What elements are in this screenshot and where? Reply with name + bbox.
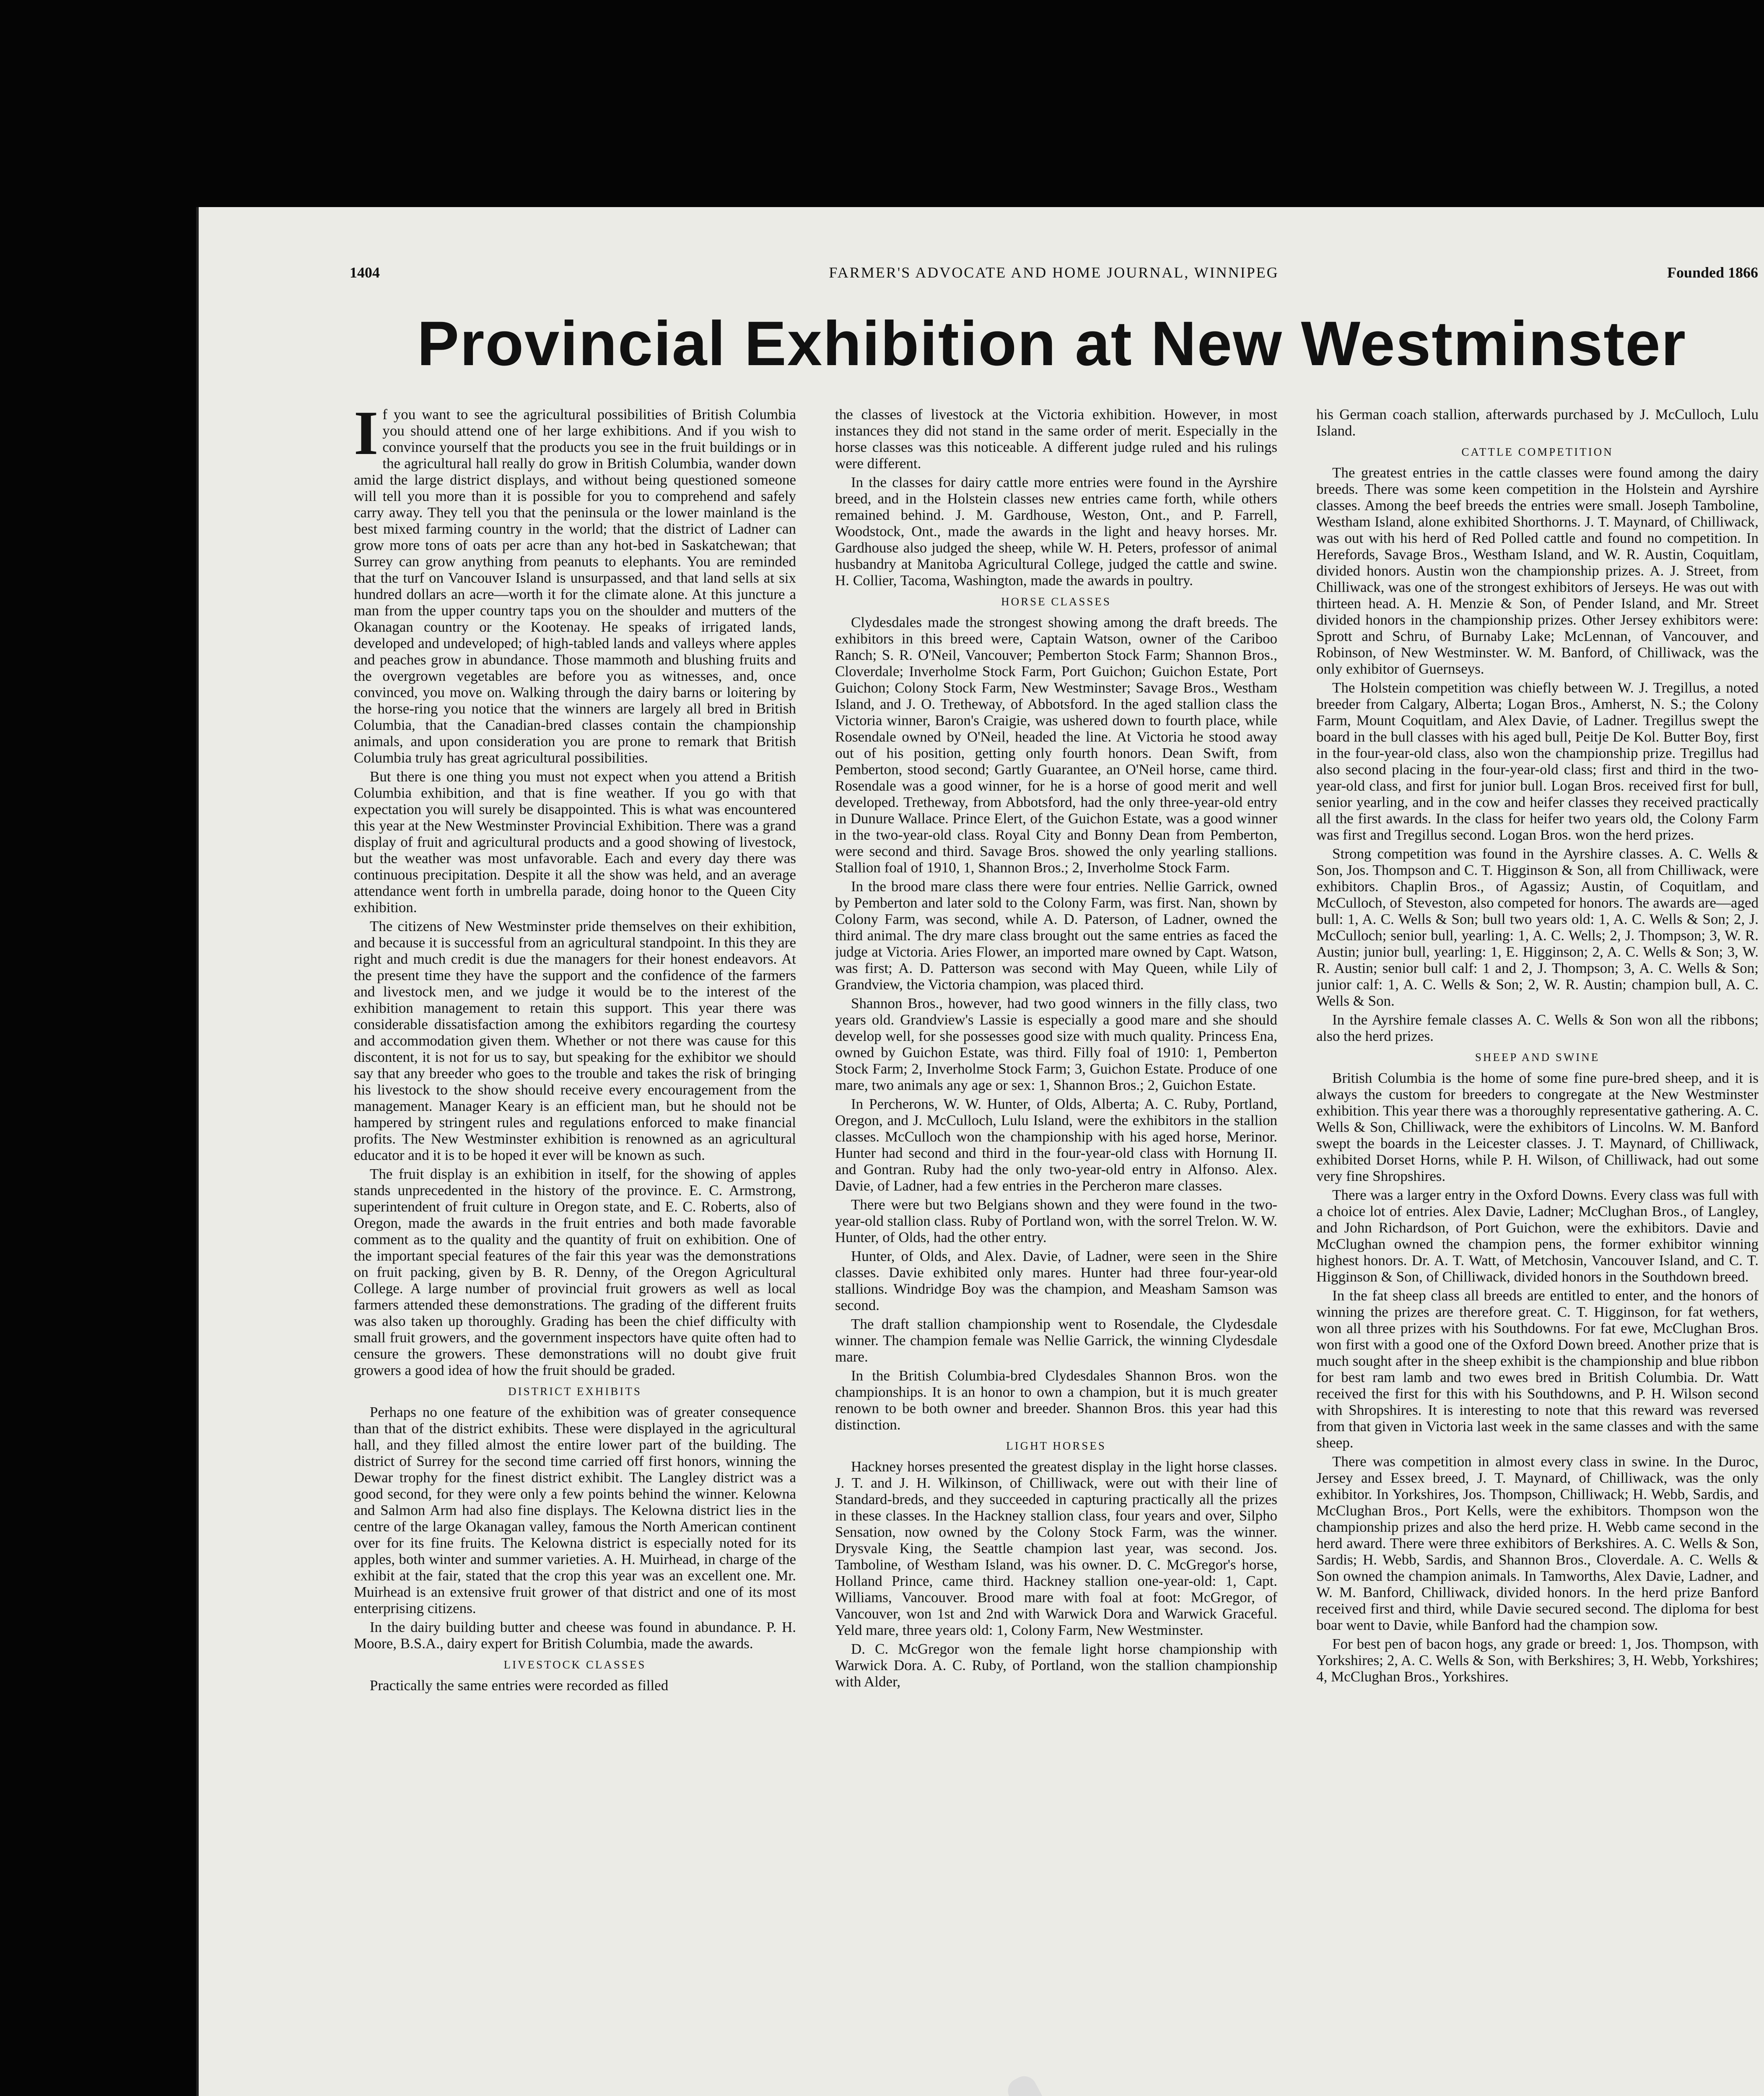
page-header	[350, 264, 1758, 289]
section-heading: HORSE CLASSES	[1001, 595, 1111, 608]
paragraph: For best pen of bacon hogs, any grade or breed: 1, Jos. Thompson, with Yorkshires; 2, A. C. Wells & Son, with Berkshires; 3, H. Webb, Yorkshires; 4, McClughan Bros., Yorkshires.	[1316, 1636, 1759, 1685]
paragraph: The Holstein competition was chiefly between W. J. Tregillus, a noted breeder from Calgary, Alberta; Logan Bros., Amherst, N. S.; the Colony Farm, Mount Coquitlam, and Alex Davie, of Ladner. Tregillus swept the board in the bull classes with his aged bull, Peitje De Kol. Butter Boy, first in the four-year-old class, also won the championship prize. Tregillus had also second placing in the four-year-old class; first and third in the two-year-old class, and first for junior bull. Logan Bros. received first for bull, senior yearling, and in the cow and heifer classes they received practically all the first awards. In the class for heifer two years old, the Colony Farm was first and Tregillus second. Logan Bros. won the herd prizes.	[1316, 680, 1759, 843]
paragraph: In the classes for dairy cattle more entries were found in the Ayrshire breed, and in the Holstein classes new entries came forth, while others remained behind. J. M. Gardhouse, Weston, Ont., and P. Farrell, Woodstock, Ont., made the awards in the light and heavy horses. Mr. Gardhouse also judged the sheep, while W. H. Peters, professor of animal husbandry at Manitoba Agricultural College, judged the cattle and swine. H. Collier, Tacoma, Washington, made the awards in poultry.	[835, 474, 1277, 589]
article-body	[354, 406, 1758, 2096]
page-number: 1404	[350, 264, 380, 281]
paragraph: There was a larger entry in the Oxford Downs. Every class was full with a choice lot of entries. Alex Davie, Ladner; McClughan Bros., of Langley, and John Richardson, of Port Guichon, were the exhibitors. Davie and McClughan owned the champion pens, the former exhibitor winning highest honors. Dr. A. T. Watt, of Metchosin, Vancouver Island, and C. T. Higginson & Son, of Chilliwack, divided honors in the Southdown breed.	[1316, 1187, 1759, 1285]
paragraph: The draft stallion championship went to Rosendale, the Clydesdale winner. The champion female was Nellie Garrick, the winning Clydesdale mare.	[835, 1316, 1277, 1365]
founded-note: Founded 1866	[1667, 264, 1758, 281]
paragraph: In Percherons, W. W. Hunter, of Olds, Alberta; A. C. Ruby, Portland, Oregon, and J. McCulloch, Lulu Island, were the exhibitors in the stallion classes. McCulloch won the championship with his aged horse, Merinor. Hunter had second and third in the four-year-old class with Hornung II. and Gontran. Ruby had the only two-year-old entry in Alfonso. Alex. Davie, of Ladner, had a few entries in the Percheron mare classes.	[835, 1096, 1277, 1194]
column-3	[1316, 406, 1759, 2096]
paragraph: Hunter, of Olds, and Alex. Davie, of Ladner, were seen in the Shire classes. Davie exhibited only mares. Hunter had three four-year-old stallions. Windridge Boy was the champion, and Measham Samson was second.	[835, 1248, 1277, 1313]
paragraph: his German coach stallion, afterwards purchased by J. McCulloch, Lulu Island.	[1316, 406, 1759, 439]
paragraph: Shannon Bros., however, had two good winners in the filly class, two years old. Grandview's Lassie is especially a good mare and she should develop well, for she possesses good size with much quality. Princess Ena, owned by Guichon Estate, was third. Filly foal of 1910: 1, Pemberton Stock Farm; 2, Inverholme Stock Farm; 3, Guichon Estate. Produce of one mare, two animals any age or sex: 1, Shannon Bros.; 2, Guichon Estate.	[835, 995, 1277, 1093]
section-heading: CATTLE COMPETITION	[1461, 446, 1614, 458]
scanned-page	[199, 207, 1764, 2096]
section-heading: LIGHT HORSES	[1006, 1440, 1106, 1452]
paragraph: In the fat sheep class all breeds are entitled to enter, and the honors of winning the prizes are therefore great. C. T. Higginson, for fat wethers, won all three prizes with his Southdowns. For fat ewe, McClughan Bros. won first with a good one of the Oxford Down breed. Another prize that is much sought after in the sheep exhibit is the championship and blue ribbon for best ram lamb and two ewes bred in British Columbia. Dr. Watt received the first for this with his Southdowns, and P. H. Wilson second with Shropshires. It is interesting to note that this reward was reversed from that given in Victoria last week in the same classes and with the same sheep.	[1316, 1287, 1759, 1451]
paragraph: In the Ayrshire female classes A. C. Wells & Son won all the ribbons; also the herd prizes.	[1316, 1012, 1759, 1044]
paragraph: If you want to see the agricultural possibilities of British Columbia you should attend one of her large exhibitions. And if you wish to convince yourself that the products you see in the fruit buildings or in the agricultural hall really do grow in British Columbia, wander down amid the large district displays, and without being questioned someone will tell you more than it is possible for you to comprehend and safely carry away. They tell you that the peninsula or the lower mainland is the best mixed farming country in the world; that the district of Ladner can grow more tons of oats per acre than any hot-bed in Saskatchewan; that Surrey can grow anything from peanuts to elephants. You are reminded that the turf on Vancouver Island is unsurpassed, and that land sells at six hundred dollars an acre—worth it for the climate alone. At this juncture a man from the upper country taps you on the shoulder and mutters of the Okanagan country or the Kootenay. He speaks of irrigated lands, developed and undeveloped; of high-tabled lands and valleys where apples and peaches grow in abundance. Those mammoth and blushing fruits and the overgrown vegetables are before you as witnesses, and, once convinced, you move on. Walking through the dairy barns or loitering by the horse-ring you notice that the winners are largely all bred in British Columbia, that the Canadian-bred classes contain the championship animals, and upon consideration you are prone to remark that British Columbia truly has great agricultural possibilities.	[354, 406, 796, 766]
paragraph: There was competition in almost every class in swine. In the Duroc, Jersey and Essex breed, J. T. Maynard, of Chilliwack, was the only exhibitor. In Yorkshires, Jos. Thompson, Chilliwack; H. Webb, Sardis, and McClughan Bros., Port Kells, were the exhibitors. Thompson won the championship prizes and also the herd prize. H. Webb came second in the herd award. There were three exhibitors of Berkshires. A. C. Wells & Son, Sardis; H. Webb, Sardis, and Shannon Bros., Cloverdale. A. C. Wells & Son owned the champion animals. In Tamworths, Alex Davie, Ladner, and W. M. Banford, Chilliwack, divided honors. In the herd prize Banford received first and third, while Davie secured second. The diploma for best boar went to Davie, while Banford had the champion sow.	[1316, 1453, 1759, 1633]
paragraph: British Columbia is the home of some fine pure-bred sheep, and it is always the custom for breeders to congregate at the New Westminster exhibition. This year there was a thoroughly representative gathering. A. C. Wells & Son, Chilliwack, were the exhibitors of Lincolns. W. M. Banford swept the boards in the Leicester classes. J. T. Maynard, of Chilliwack, exhibited Dorset Horns, while P. H. Wilson, of Chilliwack, had out some very fine Shropshires.	[1316, 1070, 1759, 1184]
paragraph: The citizens of New Westminster pride themselves on their exhibition, and because it is successful from an agricultural standpoint. In this they are right and much credit is due the managers for their honest endeavors. At the present time they have the support and the confidence of the farmers and livestock men, and we judge it would be to the interest of the exhibition management to retain this support. This year there was considerable dissatisfaction among the exhibitors regarding the courtesy and accommodation given them. Whether or not there was cause for this discontent, it is not for us to say, but speaking for the exhibitor we should say that any breeder who goes to the trouble and takes the risk of bringing his livestock to the show should receive every encouragement from the management. Manager Keary is an efficient man, but he should not be hampered by stringent rules and regulations enforced to make financial profits. The New Westminster exhibition is renowned as an agricultural educator and it is to be hoped it ever will be known as such.	[354, 918, 796, 1163]
paragraph: The fruit display is an exhibition in itself, for the showing of apples stands unprecedented in the history of the province. E. C. Armstrong, superintendent of fruit culture in Oregon state, and E. C. Roberts, also of Oregon, made the awards in the fruit entries and both made favorable comment as to the quality and the quantity of fruit on exhibition. One of the important special features of the fair this year was the demonstrations on fruit packing, given by B. R. Denny, of the Oregon Agricultural College. A large number of provincial fruit growers as well as local farmers attended these demonstrations. The grading of the different fruits was also taken up thoroughly. Grading has been the chief difficulty with small fruit growers, and the government inspectors have quite often had to censure the growers. These demonstrations will no doubt give fruit growers a good idea of how the fruit should be graded.	[354, 1166, 796, 1378]
paragraph: Strong competition was found in the Ayrshire classes. A. C. Wells & Son, Jos. Thompson and C. T. Higginson & Son, all from Chilliwack, were exhibitors. Chaplin Bros., of Agassiz; Austin, of Coquitlam, and McCulloch, of Steveston, also competed for honors. The awards are—aged bull: 1, A. C. Wells & Son; bull two years old: 1, A. C. Wells & Son; 2, J. McCulloch; senior bull, yearling: 1, A. C. Wells; 2, J. Thompson; 3, W. R. Austin; junior bull, yearling: 1, E. Higginson; 2, A. C. Wells & Son; 3, W. R. Austin; senior bull calf: 1 and 2, J. Thompson; 3, A. C. Wells & Son; junior calf: 1, A. C. Wells & Son; 2, W. R. Austin; champion bull, A. C. Wells & Son.	[1316, 846, 1759, 1009]
column-1	[354, 406, 796, 2096]
paragraph: D. C. McGregor won the female light horse championship with Warwick Dora. A. C. Ruby, of Portland, won the stallion championship with Alder,	[835, 1641, 1277, 1690]
article-title: Provincial Exhibition at New Westminster	[417, 308, 1686, 379]
section-heading: DISTRICT EXHIBITS	[508, 1385, 642, 1398]
section-heading: LIVESTOCK CLASSES	[503, 1658, 646, 1671]
paragraph: In the brood mare class there were four entries. Nellie Garrick, owned by Pemberton and later sold to the Colony Farm, was first. Nan, shown by Colony Farm, was second, while A. D. Paterson, of Ladner, owned the third animal. The dry mare class brought out the same entries as faced the judge at Victoria. Aries Flower, an imported mare owned by Capt. Watson, was first; A. D. Patterson was second with May Queen, while Lily of Grandview, the Victoria champion, was placed third.	[835, 878, 1277, 993]
paragraph: Perhaps no one feature of the exhibition was of greater consequence than that of the district exhibits. These were displayed in the agricultural hall, and they filled almost the entire lower part of the building. The district of Surrey for the second time carried off first honors, winning the Dewar trophy for the finest district exhibit. The Langley district was a good second, for they were only a few points behind the winner. Kelowna and Salmon Arm had also fine displays. The Kelowna district lies in the centre of the large Okanagan valley, famous the North American continent over for its fine fruits. The Kelowna district is especially noted for its apples, both winter and summer varieties. A. H. Muirhead, in charge of the exhibit at the fair, stated that the crop this year was an excellent one. Mr. Muirhead is an extensive fruit grower of that district and one of its most enterprising citizens.	[354, 1404, 796, 1616]
journal-title: FARMER'S ADVOCATE AND HOME JOURNAL, WINNIPEG	[829, 264, 1279, 281]
paragraph: But there is one thing you must not expect when you attend a British Columbia exhibition, and that is fine weather. If you go with that expectation you will surely be disappointed. This is what was encountered this year at the New Westminster Provincial Exhibition. There was a grand display of fruit and agricultural products and a good showing of livestock, but the weather was most unfavorable. Each and every day there was continuous precipitation. Despite it all the show was held, and an average attendance went forth in umbrella parade, doing honor to the Queen City exhibition.	[354, 768, 796, 916]
paragraph: In the British Columbia-bred Clydesdales Shannon Bros. won the championships. It is an honor to own a champion, but it is much greater renown to be both owner and breeder. Shannon Bros. this year had this distinction.	[835, 1367, 1277, 1433]
column-2	[835, 406, 1277, 2096]
paragraph: Clydesdales made the strongest showing among the draft breeds. The exhibitors in this breed were, Captain Watson, owner of the Cariboo Ranch; S. R. O'Neil, Vancouver; Pemberton Stock Farm; Shannon Bros., Cloverdale; Inverholme Stock Farm, Port Guichon; Guichon Estate, Port Guichon; Colony Stock Farm, New Westminster; Savage Bros., Westham Island, and J. O. Tretheway, of Abbotsford. In the aged stallion class the Victoria winner, Baron's Craigie, was ushered down to fourth place, while Rosendale owned by O'Neil, headed the line. At Victoria he stood away out of his position, getting only fourth honors. Dean Swift, from Pemberton, stood second; Gartly Guarantee, an O'Neil horse, came third. Rosendale was a good winner, for he is a horse of good merit and well developed. Tretheway, from Abbotsford, had the only three-year-old entry in Dunure Wallace. Prince Elert, of the Guichon Estate, was a good winner in the two-year-old class. Royal City and Bonny Dean from Pemberton, were second and third. Savage Bros. showed the only yearling stallions. Stallion foal of 1910, 1, Shannon Bros.; 2, Inverholme Stock Farm.	[835, 614, 1277, 876]
paragraph: In the dairy building butter and cheese was found in abundance. P. H. Moore, B.S.A., dairy expert for British Columbia, made the awards.	[354, 1619, 796, 1652]
paragraph: There were but two Belgians shown and they were found in the two-year-old stallion class. Ruby of Portland won, with the sorrel Trelon. W. W. Hunter, of Olds, had the other entry.	[835, 1196, 1277, 1245]
paragraph: Hackney horses presented the greatest display in the light horse classes. J. T. and J. H. Wilkinson, of Chilliwack, were out with their line of Standard-breds, and they succeeded in capturing practically all the prizes in these classes. In the Hackney stallion class, four years and over, Silpho Sensation, now owned by the Colony Stock Farm, was the winner. Drysvale King, the Seattle champion last year, was second. Jos. Tamboline, of Westham Island, was his owner. D. C. McGregor's horse, Holland Prince, came third. Hackney stallion one-year-old: 1, Capt. Williams, Vancouver. Brood mare with foal at foot: McGregor, of Vancouver, won 1st and 2nd with Warwick Dora and Warwick Graceful. Yeld mare, three years old: 1, Colony Farm, New Westminster.	[835, 1458, 1277, 1638]
section-heading: SHEEP AND SWINE	[1475, 1051, 1600, 1064]
paragraph: The greatest entries in the cattle classes were found among the dairy breeds. There was some keen competition in the Holstein and Ayrshire classes. Among the beef breeds the entries were small. Joseph Tamboline, Westham Island, alone exhibited Shorthorns. J. T. Maynard, of Chilliwack, was out with his herd of Red Polled cattle and found no competition. In Herefords, Savage Bros., Westham Island, and W. R. Austin, Coquitlam, divided honors. Austin won the championship prizes. A. J. Street, from Chilliwack, was one of the strongest exhibitors of Jerseys. He was out with thirteen head. A. H. Menzie & Son, of Pender Island, and Mr. Street divided honors in the championship prizes. Other Jersey exhibitors were: Sprott and Schru, of Burnaby Lake; McLennan, of Vancouver, and Robinson, of New Westminster. W. M. Banford, of Chilliwack, was the only exhibitor of Guernseys.	[1316, 464, 1759, 677]
paragraph: the classes of livestock at the Victoria exhibition. However, in most instances they did not stand in the same order of merit. Especially in the horse classes was this noticeable. A different judge ruled and his rulings were different.	[835, 406, 1277, 472]
drop-cap: I	[354, 406, 379, 468]
paragraph: Practically the same entries were recorded as filled	[370, 1677, 669, 1694]
